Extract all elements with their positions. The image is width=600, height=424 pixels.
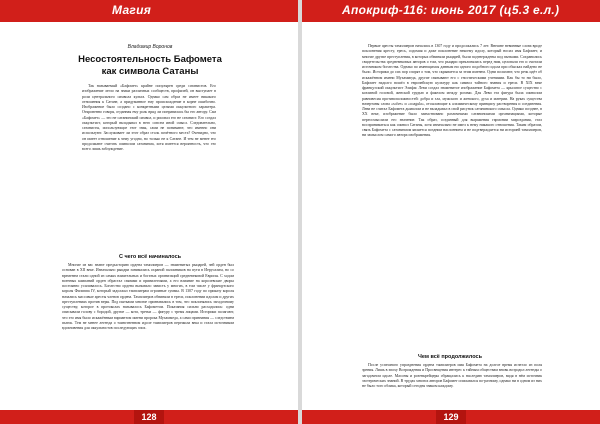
right-footer-bar	[302, 410, 600, 424]
section-heading-right: Чем всё продолжилось	[418, 354, 482, 360]
right-header-title: Апокриф-116: июнь 2017 (ц5.3 е.л.)	[342, 3, 560, 17]
left-footer-bar	[0, 410, 298, 424]
article-title	[50, 54, 250, 78]
article-title-line-2: как символа Сатаны	[101, 66, 199, 77]
right-body-paragraph-2: После успешного упразднения ордена тамплиеров имя Бафомета на долгое время исчезло из поля зрения. Лишь в эпоху Возрождения и Просвещения интерес к тайным обществам вновь возродил легенды о загадочном идоле. Масоны и розенкрейцеры обращались к наследию тамплиеров, видя в нём источник эзотерических знаний. В трудах многих авторов Бафомет описывался по-разному, однако ни в одном из них не было того облика, который сегодня знаком каждому.	[362, 363, 542, 388]
right-page-number: 129	[436, 410, 466, 424]
section-body-left: Многие из вас знают предысторию ордена тамплиеров — знаменитых рыцарей, чей орден был основан в XII веке. Изначально рыцари занимались охраной паломников на пути в Иерусалим, но со временем стали одной из самых влиятельных и богатых организаций средневековой Европы. С ходом военных кампаний орден обрастал связями и привилегиями, а его влияние на королевские дворы постоянно усиливалось. Богатство ордена вызывало зависть у многих, в том числе у французского короля Филиппа IV, который задолжал тамплиерам огромные суммы. В 1307 году по приказу короля начались массовые аресты членов ордена. Тамплиеров обвиняли в ереси, поклонении идолам и других преступлениях против веры. Под пытками многие признавались в том, что поклонялись загадочному существу, которое в протоколах называлось Бафометом. Показания сильно расходились: одни описывали голову с бородой, другие — кота, третьи — фигуру с тремя лицами. Историки полагают, что это имя было искажённым вариантом имени пророка Мухаммеда, а сами признания — следствием пыток. Тем не менее легенда о таинственном идоле тамплиеров пережила века и стала источником вдохновения для оккультистов последующих эпох.	[62, 263, 234, 330]
left-header-title: Магия	[112, 3, 152, 17]
right-header-bar	[302, 0, 600, 22]
article-intro-paragraph: Так называемый «Бафомет» крайне популярен среди сатанистов. Его изображение легло на знаки различных сообществ, профилей, он выступает в роли центрального символа культа. Однако сам образ не имеет никакого отношения к Сатане, а придуманное ему происхождение в корне ошибочно. Изображение было создано с конкретными целями оккультного характера. Откровенно говоря, отданная ему роль вряд ли понравилась бы его автору. Сам «Бафомет» — это не сатанинский символ, и рисовал его не сатанист. Его создал оккультист, который вкладывал в него совсем иной смысл. Следовательно, сатанисты, использующие этот знак, сами не понимают, что именно они используют. Заслуживает ли этот образ столь почётного места? Очевидно, что он имеет отношение к чему угодно, но только не к Сатане. И тем не менее его продолжают считать символом сатанизма, хотя имеется вероятность, что это всего лишь заблуждение.	[82, 84, 216, 151]
left-page-number: 128	[134, 410, 164, 424]
left-page	[0, 0, 298, 424]
article-author: Владимир Воронов	[127, 44, 173, 50]
article-title-line-1: Несостоятельность Бафомета	[78, 54, 222, 65]
left-header-bar	[0, 0, 298, 22]
section-heading-left: С чего всё начиналось	[118, 254, 182, 260]
right-body-paragraph-1: Первые аресты тамплиеров начались в 1307 году и продолжались 7 лет. Внешне невинные слова вроде поклонения кресту, ересь, содомия и даже поклонение некоему идолу, который носил имя Бафомет, и многие другие преступления, в которых обвиняли рыцарей, были подтверждены под пытками. Сохранились свидетельства средневековых авторов о том, что рыцари преклонялись перед ним, целовали его и считали источником богатства. Однако по имеющимся данным ни одного подобного идола при обысках найдено не было. Историки до сих пор спорят о том, что скрывается за этим именем. Одни полагают, что речь идёт об искажённом имени Мухаммеда, другие связывают его с гностическими учениями. Как бы то ни было, Бафомет надолго вошёл в европейскую культуру как символ тайного знания и ереси. В XIX веке французский оккультист Элифас Леви создал знаменитое изображение Бафомета — крылатое существо с козлиной головой, женской грудью и факелом между рогами. Для Леви эта фигура была символом равновесия противоположностей: добра и зла, мужского и женского, духа и материи. На руках существа начертаны слова «solve» и «coagula», отсылающие к алхимическому принципу растворения и соединения. Леви не считал Бафомета дьяволом и не вкладывал в свой рисунок сатанинского смысла. Однако позднее, в XX веке, изображение было заимствовано различными сатанинскими организациями, которые переосмыслили его значение. Так образ, созданный для выражения гармонии мироздания, стал восприниматься как символ Сатаны, хотя изначально не имел к нему никакого отношения. Таким образом, связь Бафомета с сатанизмом является поздним наслоением и не подтверждается ни историей тамплиеров, ни замыслом самого автора изображения.	[362, 44, 542, 138]
right-page	[302, 0, 600, 424]
